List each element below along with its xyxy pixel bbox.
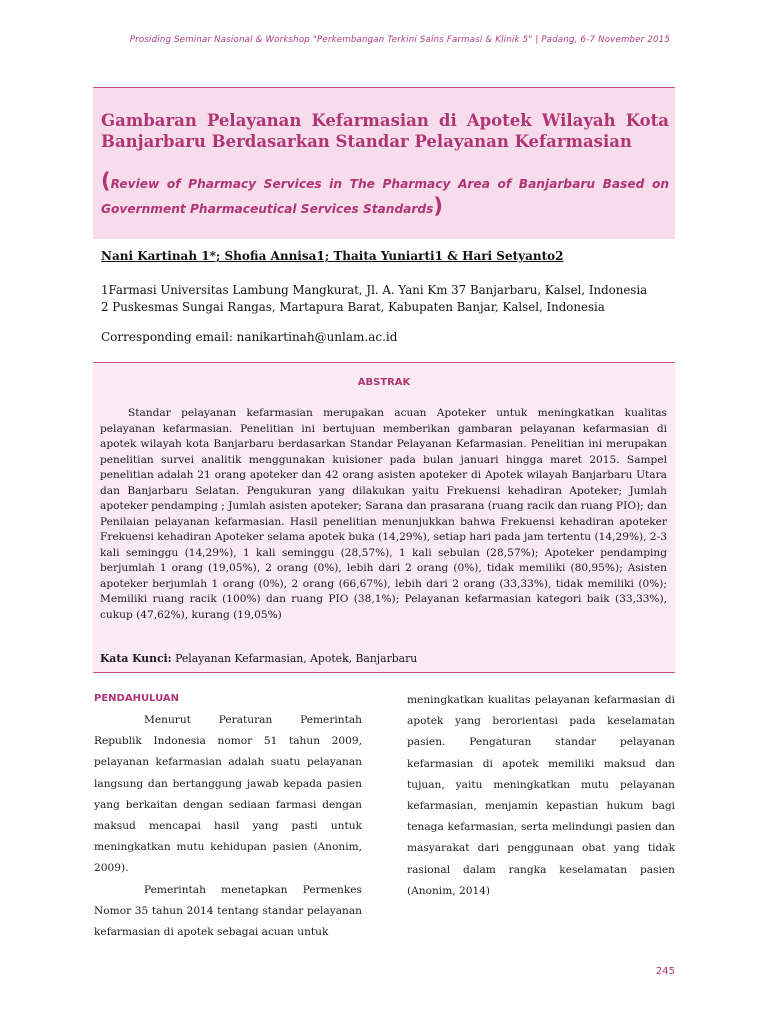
abstract-heading: ABSTRAK (357, 377, 411, 388)
keywords-label: Kata Kunci: (100, 652, 172, 665)
corresponding-email: Corresponding email: nanikartinah@unlam.ac.id (101, 330, 398, 344)
running-header: Prosiding Seminar Nasional & Workshop "Perkembangan Terkini Sains Farmasi & Klinik 5" | Padang, 6-7 November 2015 (129, 35, 670, 45)
author-list: Nani Kartinah 1*; Shofia Annisa1; Thaita Yuniarti1 & Hari Setyanto2 (101, 249, 564, 263)
paper-title-english (101, 170, 669, 220)
open-paren: ( (101, 169, 111, 193)
body-column-right (407, 690, 675, 902)
body-paragraph: meningkatkan kualitas pelayanan kefarmasian di apotek yang berorientasi pada keselamatan pasien. Pengaturan standar pelayanan kefarmasian di apotek memiliki maksud dan tujuan, yaitu meningkatkan mutu pelayanan kefarmasian, menjamin kepastian hukum bagi tenaga kefarmasian, serta melindungi pasien dan masyarakat dari penggunaan obat yang tidak rasional dalam rangka keselamatan pasien (Anonim, 2014) (407, 694, 675, 897)
keywords (100, 652, 417, 665)
affiliation-1: 1Farmasi Universitas Lambung Mangkurat, Jl. A. Yani Km 37 Banjarbaru, Kalsel, Indonesia (101, 283, 648, 297)
close-paren: ) (433, 194, 444, 218)
title-block (93, 87, 675, 239)
abstract-block (93, 364, 675, 673)
section-heading-introduction: PENDAHULUAN (94, 693, 179, 704)
paper-title: Gambaran Pelayanan Kefarmasian di Apotek Wilayah Kota Banjarbaru Berdasarkan Standar Pelayanan Kefarmasian (101, 111, 669, 151)
page-number: 245 (655, 966, 675, 977)
body-paragraph: Pemerintah menetapkan Permenkes Nomor 35 tahun 2014 tentang standar pelayanan kefarmasian di apotek sebagai acuan untuk (94, 883, 362, 939)
body-column-left (94, 690, 362, 943)
affiliation-2: 2 Puskesmas Sungai Rangas, Martapura Barat, Kabupaten Banjar, Kalsel, Indonesia (101, 300, 605, 314)
authors-block (93, 239, 675, 363)
keywords-list: Pelayanan Kefarmasian, Apotek, Banjarbaru (171, 652, 418, 665)
paper-title-english-text: Review of Pharmacy Services in The Pharmacy Area of Banjarbaru Based on Government Pharmaceutical Services Standards (101, 177, 669, 216)
body-paragraph: Menurut Peraturan Pemerintah Republik Indonesia nomor 51 tahun 2009, pelayanan kefarmasian adalah suatu pelayanan langsung dan bertanggung jawab kepada pasien yang berkaitan dengan sediaan farmasi dengan maksud mencapai hasil yang pasti untuk meningkatkan mutu kehidupan pasien (Anonim, 2009). (94, 714, 362, 875)
abstract-text: Standar pelayanan kefarmasian merupakan acuan Apoteker untuk meningkatkan kualitas pelayanan kefarmasian. Penelitian ini bertujuan memberikan gambaran pelayanan kefarmasian di apotek wilayah kota Banjarbaru berdasarkan Standar Pelayanan Kefarmasian. Penelitian ini merupakan penelitian survei analitik menggunakan kuisioner pada bulan januari hingga maret 2015. Sampel penelitian adalah 21 orang apoteker dan 42 orang asisten apoteker di Apotek wilayah Banjarbaru Utara dan Banjarbaru Selatan. Pengukuran yang dilakukan yaitu Frekuensi kehadiran Apoteker; Jumlah apoteker pendamping ; Jumlah asisten apoteker; Sarana dan prasarana (ruang racik dan ruang PIO); dan Penilaian pelayanan kefarmasian. Hasil penelitian menunjukkan bahwa Frekuensi kehadiran apoteker Frekuensi kehadiran Apoteker selama apotek buka (14,29%), setiap hari pada jam tertentu (14,29%), 2-3 kali seminggu (14,29%), 1 kali seminggu (28,57%), 1 kali sebulan (28,57%); Apoteker pendamping berjumlah 1 orang (19,05%), 2 orang (0%), lebih dari 2 orang (0%), tidak memiliki (80,95%); Asisten apoteker berjumlah 1 orang (0%), 2 orang (66,67%), lebih dari 2 orang (33,33%), tidak memiliki (0%); Memiliki ruang racik (100%) dan ruang PIO (38,1%); Pelayanan kefarmasian kategori baik (33,33%), cukup (47,62%), kurang (19,05%) (100, 407, 668, 621)
